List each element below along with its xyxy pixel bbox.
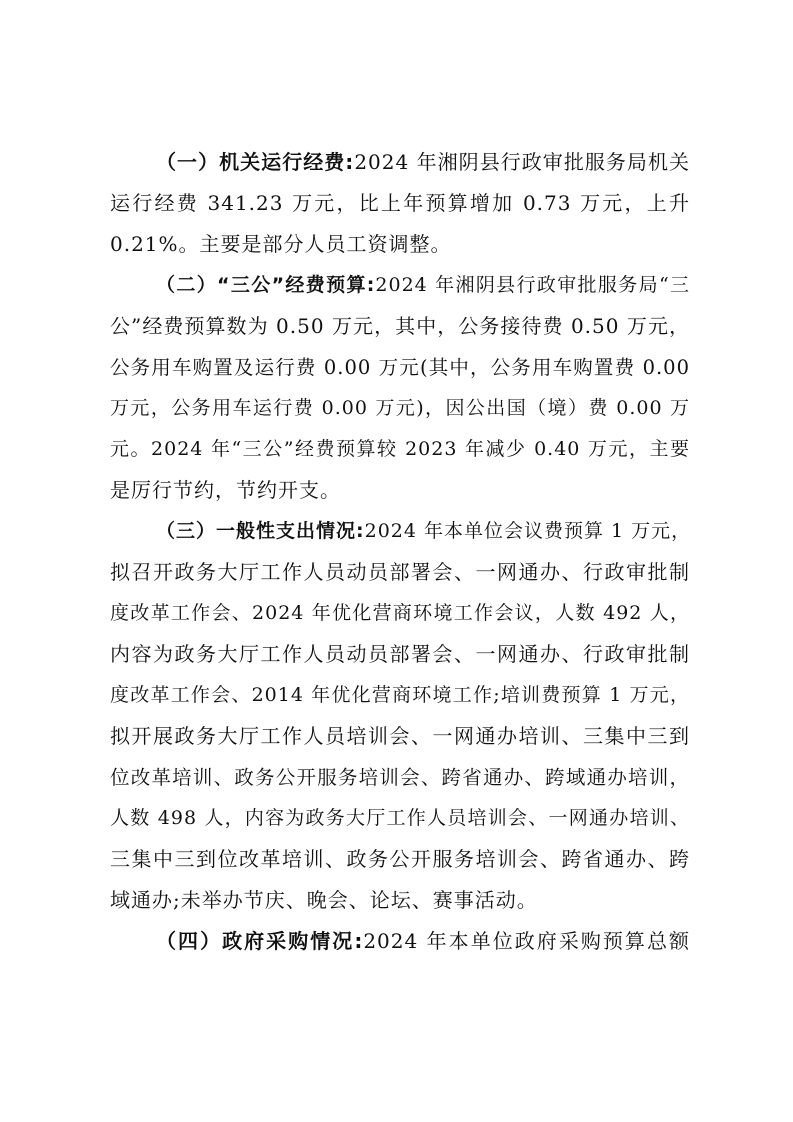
section-3-line-8: 人数 498 人，内容为政务大厅工作人员培训会、一网通办培训、: [110, 807, 690, 829]
section-3-line-1: [110, 511, 690, 552]
section-3-line-10: 域通办;未举办节庆、晚会、论坛、赛事活动。: [110, 888, 538, 912]
section-2-line-3: 公务用车购置及运行费 0.00 万元(其中，公务用车购置费 0.00: [110, 356, 690, 379]
section-4-line-1: [110, 921, 690, 962]
section-general-expenditure: [110, 511, 690, 921]
section-2-line-6: 是厉行节约，节约开支。: [110, 478, 341, 502]
section-1-line-3: 0.21%。主要是部分人员工资调整。: [110, 232, 452, 256]
section-3-line-3: 度改革工作会、2024 年优化营商环境工作会议，人数 492 人，: [110, 602, 690, 624]
section-2-line-1: [110, 265, 690, 306]
section-1-text-1: 2024 年湘阴县行政审批服务局机关: [354, 150, 691, 174]
section-3-line-9: 三集中三到位改革培训、政务公开服务培训会、跨省通办、跨: [110, 847, 690, 871]
document-body: [110, 142, 690, 962]
section-2-line-4: 万元，公务用车运行费 0.00 万元)，因公出国（境）费 0.00 万: [110, 397, 690, 419]
section-2-line-5: 元。2024 年“三公”经费预算较 2023 年减少 0.40 万元，主要: [110, 438, 690, 460]
section-4-heading: （四）政府采购情况:: [156, 929, 364, 953]
section-2-text-1: 2024 年湘阴县行政审批服务局“三: [375, 274, 691, 296]
section-2-heading: （二）“三公”经费预算:: [156, 274, 376, 296]
section-3-line-6: 拟开展政务大厅工作人员培训会、一网通办培训、三集中三到: [110, 724, 690, 748]
section-2-line-2: 公”经费预算数为 0.50 万元，其中，公务接待费 0.50 万元，: [110, 314, 690, 338]
section-3-line-7: 位改革培训、政务公开服务培训会、跨省通办、跨域通办培训，: [110, 766, 690, 789]
section-3-heading: （三）一般性支出情况:: [156, 520, 365, 542]
section-3-line-4: 内容为政务大厅工作人员动员部署会、一网通办、行政审批制: [110, 642, 690, 666]
section-3-text-1: 2024 年本单位会议费预算 1 万元，: [364, 520, 692, 542]
section-1-line-2: 运行经费 341.23 万元，比上年预算增加 0.73 万元，上升: [110, 191, 690, 215]
section-1-heading: （一）机关运行经费:: [156, 150, 355, 174]
section-3-line-5: 度改革工作会、2014 年优化营商环境工作;培训费预算 1 万元，: [110, 684, 690, 706]
section-three-public-expenses: [110, 265, 690, 511]
section-operating-expenses: [110, 142, 690, 265]
section-1-line-1: [110, 142, 690, 183]
section-3-line-2: 拟召开政务大厅工作人员动员部署会、一网通办、行政审批制: [110, 560, 690, 584]
section-4-text-1: 2024 年本单位政府采购预算总额: [363, 929, 691, 953]
section-government-procurement: [110, 921, 690, 962]
